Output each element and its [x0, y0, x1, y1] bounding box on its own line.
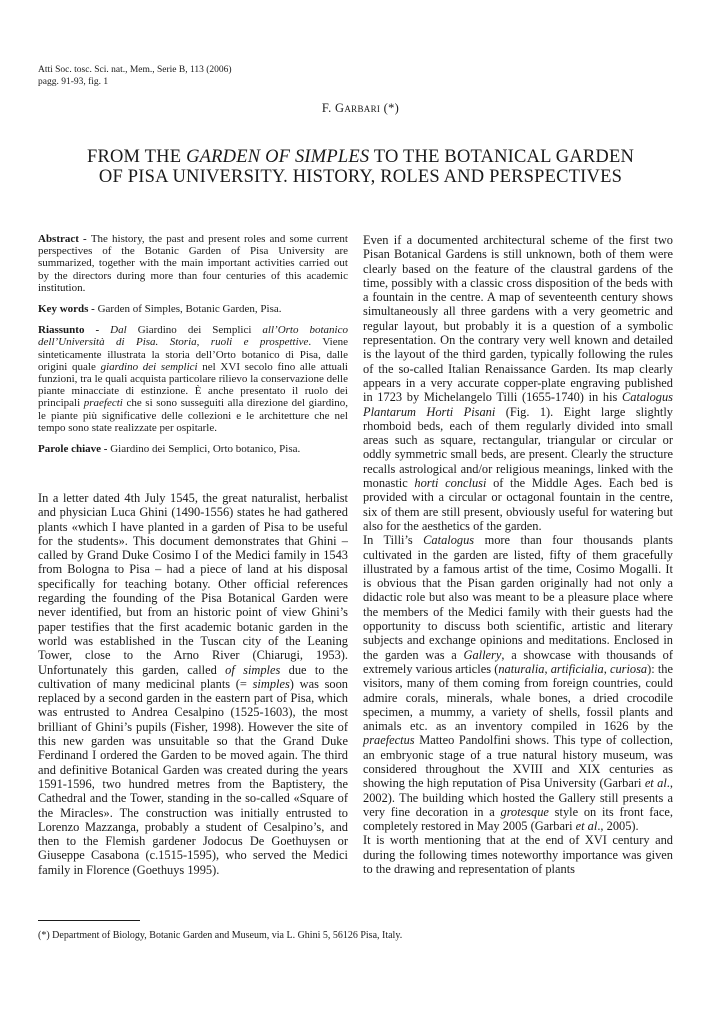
body-paragraph: Even if a documented architectural scheme of the first two Pisan Botanical Gardens is still unknown, both of them were clearly based on the feature of the claustral gardens of the time, possibly with a classic cross disposition of the beds with a fountain in the centre. A map of seventeenth century shows simultaneously all three gardens with a very geometric and regular layout, but probably it is a question of a symbolic representation. On the contrary very well known and detailed is the layout of the third garden, typically following the rules of the so-called Italian Renaissance Garden. Its map clearly appears in a very accurate copper-plate engraving published in 1723 by Michelangelo Tilli (1655-1740) in his Catalogus Plantarum Horti Pisani (Fig. 1). Eight large slightly rhomboid beds, each of them regularly divided into small areas such as square, rectangular, triangular or circular or oddly symmetric small beds, are present. Clearly the structure recalls astrological and/or religious meanings, linked with the monastic horti conclusi of the Middle Ages. Each bed is provided with a circular or octagonal fountain in the centre, six of them are still present, obviously useful for watering but also for the aesthetics of the garden. — [363, 233, 673, 533]
keywords-text: Garden of Simples, Botanic Garden, Pisa. — [97, 303, 282, 316]
body-paragraph: It is worth mentioning that at the end of XVI century and during the following times noteworthy importance was given to the drawing and representation of plants — [363, 833, 673, 877]
abstract-column — [38, 233, 348, 455]
author-surname: Garbari — [335, 101, 381, 115]
abstract — [38, 233, 348, 294]
body-paragraph: In Tilli’s Catalogus more than four thousands plants cultivated in the garden are listed, fifty of them gracefully illustrated by a famous artist of the time, Cosimo Mogalli. It is obvious that the Pisan garden originally had not only a didactic role but also was meant to be a pleasure place where the members of the Medici family with their guests had the opportunity to discuss both scientific, artistic and literary subjects and exchange opinions and meditations. Enclosed in the garden was a Gallery, a showcase with thousands of extremely various articles (naturalia, artificialia, curiosa): the visitors, many of them coming from foreign countries, could admire corals, minerals, whale bones, a dried crocodile specimen, a mummy, a variety of shells, fossil plants and animals etc. as an inventory compiled in 1626 by the praefectus Matteo Pandolfini shows. This type of collection, an embryonic stage of a true natural history museum, was considered throughout the XVIII and XIX centuries as showing the high reputation of Pisa University (Garbari et al., 2002). The building which hosted the Gallery still presents a very fine decoration in a grotesque style on its front face, completely restored in May 2005 (Garbari et al., 2005). — [363, 533, 674, 834]
journal-reference — [38, 64, 232, 88]
title-line-1: FROM THE GARDEN OF SIMPLES TO THE BOTANICAL GARDEN — [86, 147, 635, 167]
riassunto: Riassunto - Dal Giardino dei Semplici all’Orto botanico dell’Università di Pisa. Storia, ruoli e prospettive. Viene sinteticamente illustrata la storia dell’Orto botanico di Pisa, dalle origini quale giardino dei semplici nel XVI secolo fino alle attuali funzioni, tra le quali acquista particolare rilievo la conservazione delle piante minacciate di estinzione. È anche presentato il ruolo dei principali praefecti che si sono susseguiti alla direzione del giardino, le piante più significative delle collezioni e le architetture che nel tempo sono state realizzate per ospitarle. — [38, 324, 349, 434]
page-range: pagg. 91-93, fig. 1 — [38, 77, 109, 87]
title-italic: GARDEN OF SIMPLES — [186, 147, 370, 167]
body-paragraph: In a letter dated 4th July 1545, the great naturalist, herbalist and physician Luca Ghini (1490-1556) states he had gathered plants «which I have planted in a garden of Pisa to be useful for the students». This document demonstrates that Ghini – called by Grand Duke Cosimo I of the Medici family in 1543 from Bologna to Pisa – had a piece of land at his disposal specifically for teaching botany. Other official references regarding the founding of the Pisa Botanical Garden were never identified, but from an historic point of view Ghini’s paper testifies that the first academic botanic garden in the world was established in the Tuscan city of the Leaning Tower, close to the Arno River (Chiarugi, 1953). Unfortunately this garden, called of simples due to the cultivation of many medicinal plants (= simples) was soon replaced by a second garden in the eastern part of Pisa, which was entrusted to Andrea Cesalpino (1525-1603), the most brilliant of Ghini’s pupils (Fisher, 1998). However the site of this new garden was unsuitable so that the Grand Duke Ferdinand I ordered the Garden to be moved again. The third and definitive Botanical Garden was created during the years 1591-1596, two hundred metres from the Baptistery, the Cathedral and the Tower, standing in the so-called «Square of the Miracles». The construction was initially entrusted to Lorenzo Mazzanga, probably a student of Cesalpino’s, and then to the Flemish gardener Jodocus De Goethuysen or Giuseppe Casabona (c.1515-1595), who served the Medici family in Florence (Goethuys 1995). — [38, 491, 348, 877]
riassunto-label: Riassunto - — [38, 324, 111, 337]
footnote-divider — [38, 920, 140, 921]
keywords-label: Key words - — [38, 303, 98, 316]
parole-chiave — [38, 443, 348, 455]
article-title — [40, 147, 681, 187]
author-line — [0, 101, 721, 116]
abstract-label: Abstract - — [38, 233, 91, 245]
title-line-2: OF PISA UNIVERSITY. HISTORY, ROLES AND PERSPECTIVES — [98, 167, 623, 187]
body-left-column — [38, 491, 348, 877]
author-initial: F. — [321, 101, 332, 115]
journal-citation: Atti Soc. tosc. Sci. nat., Mem., Serie B, 113 (2006) — [38, 65, 232, 75]
abstract-text: The history, the past and present roles and some current perspectives of the Botanic Garden of Pisa University are summarized, together with the main important activities carried out by the directors during more than four centuries of this academic institution. — [38, 233, 348, 294]
body-right-column — [363, 233, 673, 876]
footnote: (*) Department of Biology, Botanic Garden and Museum, via L. Ghini 5, 56126 Pisa, Italy. — [38, 930, 403, 941]
affiliation-marker: (*) — [383, 101, 400, 115]
parole-text: Giardino dei Semplici, Orto botanico, Pisa. — [110, 443, 301, 456]
parole-label: Parole chiave - — [38, 443, 111, 456]
keywords — [38, 303, 348, 315]
